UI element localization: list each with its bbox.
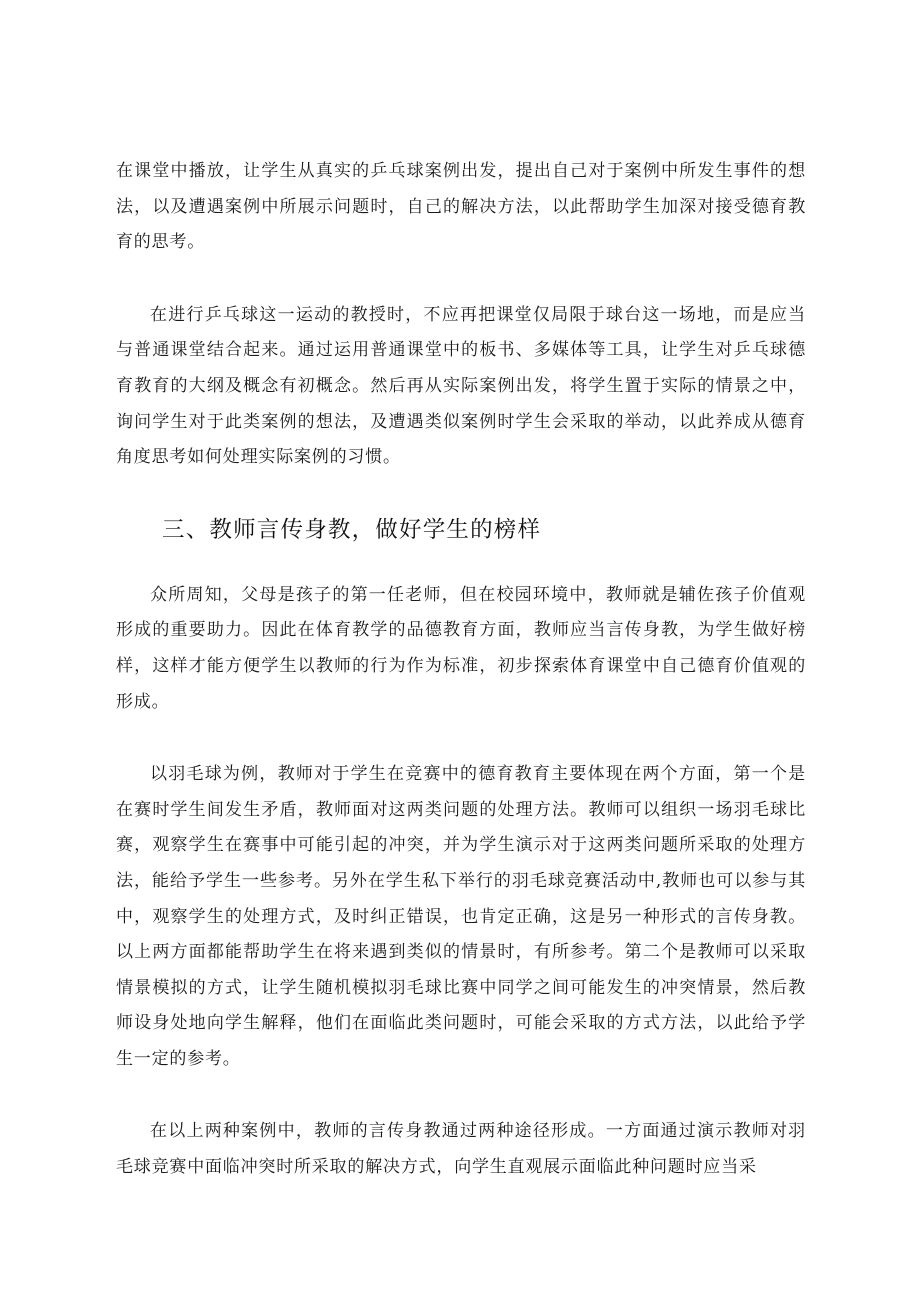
paragraph: 以羽毛球为例，教师对于学生在竞赛中的德育教育主要体现在两个方面，第一个是在赛时学生间发生矛盾，教师面对这两类问题的处理方法。教师可以组织一场羽毛球比赛，观察学生在赛事中可能引起的冲突，并为学生演示对于这两类问题所采取的处理方法，能给予学生一些参考。另外在学生私下举行的羽毛球竞赛活动中,教师也可以参与其中，观察学生的处理方式，及时纠正错误，也肯定正确，这是另一种形式的言传身教。以上两方面都能帮助学生在将来遇到类似的情景时，有所参考。第二个是教师可以采取情景模拟的方式，让学生随机模拟羽毛球比赛中同学之间可能发生的冲突情景，然后教师设身处地向学生解释，他们在面临此类问题时，可能会采取的方式方法，以此给予学生一定的参考。 xyxy=(116,764,806,1069)
paragraph: 众所周知，父母是孩子的第一任老师，但在校园环境中，教师就是辅佐孩子价值观形成的重要助力。因此在体育教学的品德教育方面，教师应当言传身教，为学生做好榜样，这样才能方便学生以教师的行为作为标准，初步探索体育课堂中自己德育价值观的形成。 xyxy=(116,584,806,712)
paragraph-continued: 在课堂中播放，让学生从真实的乒乓球案例出发，提出自己对于案例中所发生事件的想法，以及遭遇案例中所展示问题时，自己的解决方法，以此帮助学生加深对接受德育教育的思考。 xyxy=(116,161,806,253)
document-body xyxy=(116,154,806,1186)
paragraph: 在进行乒乓球这一运动的教授时，不应再把课堂仅局限于球台这一场地，而是应当与普通课堂结合起来。通过运用普通课堂中的板书、多媒体等工具，让学生对乒乓球德育教育的大纲及概念有初概念。然后再从实际案例出发，将学生置于实际的情景之中，询问学生对于此类案例的想法，及遭遇类似案例时学生会采取的举动，以此养成从德育角度思考如何处理实际案例的习惯。 xyxy=(116,304,806,468)
section-heading: 三、教师言传身教，做好学生的榜样 xyxy=(162,516,542,543)
paragraph: 在以上两种案例中，教师的言传身教通过两种途径形成。一方面通过演示教师对羽毛球竞赛中面临冲突时所采取的解决方式，向学生直观展示面临此种问题时应当采 xyxy=(116,1121,806,1178)
